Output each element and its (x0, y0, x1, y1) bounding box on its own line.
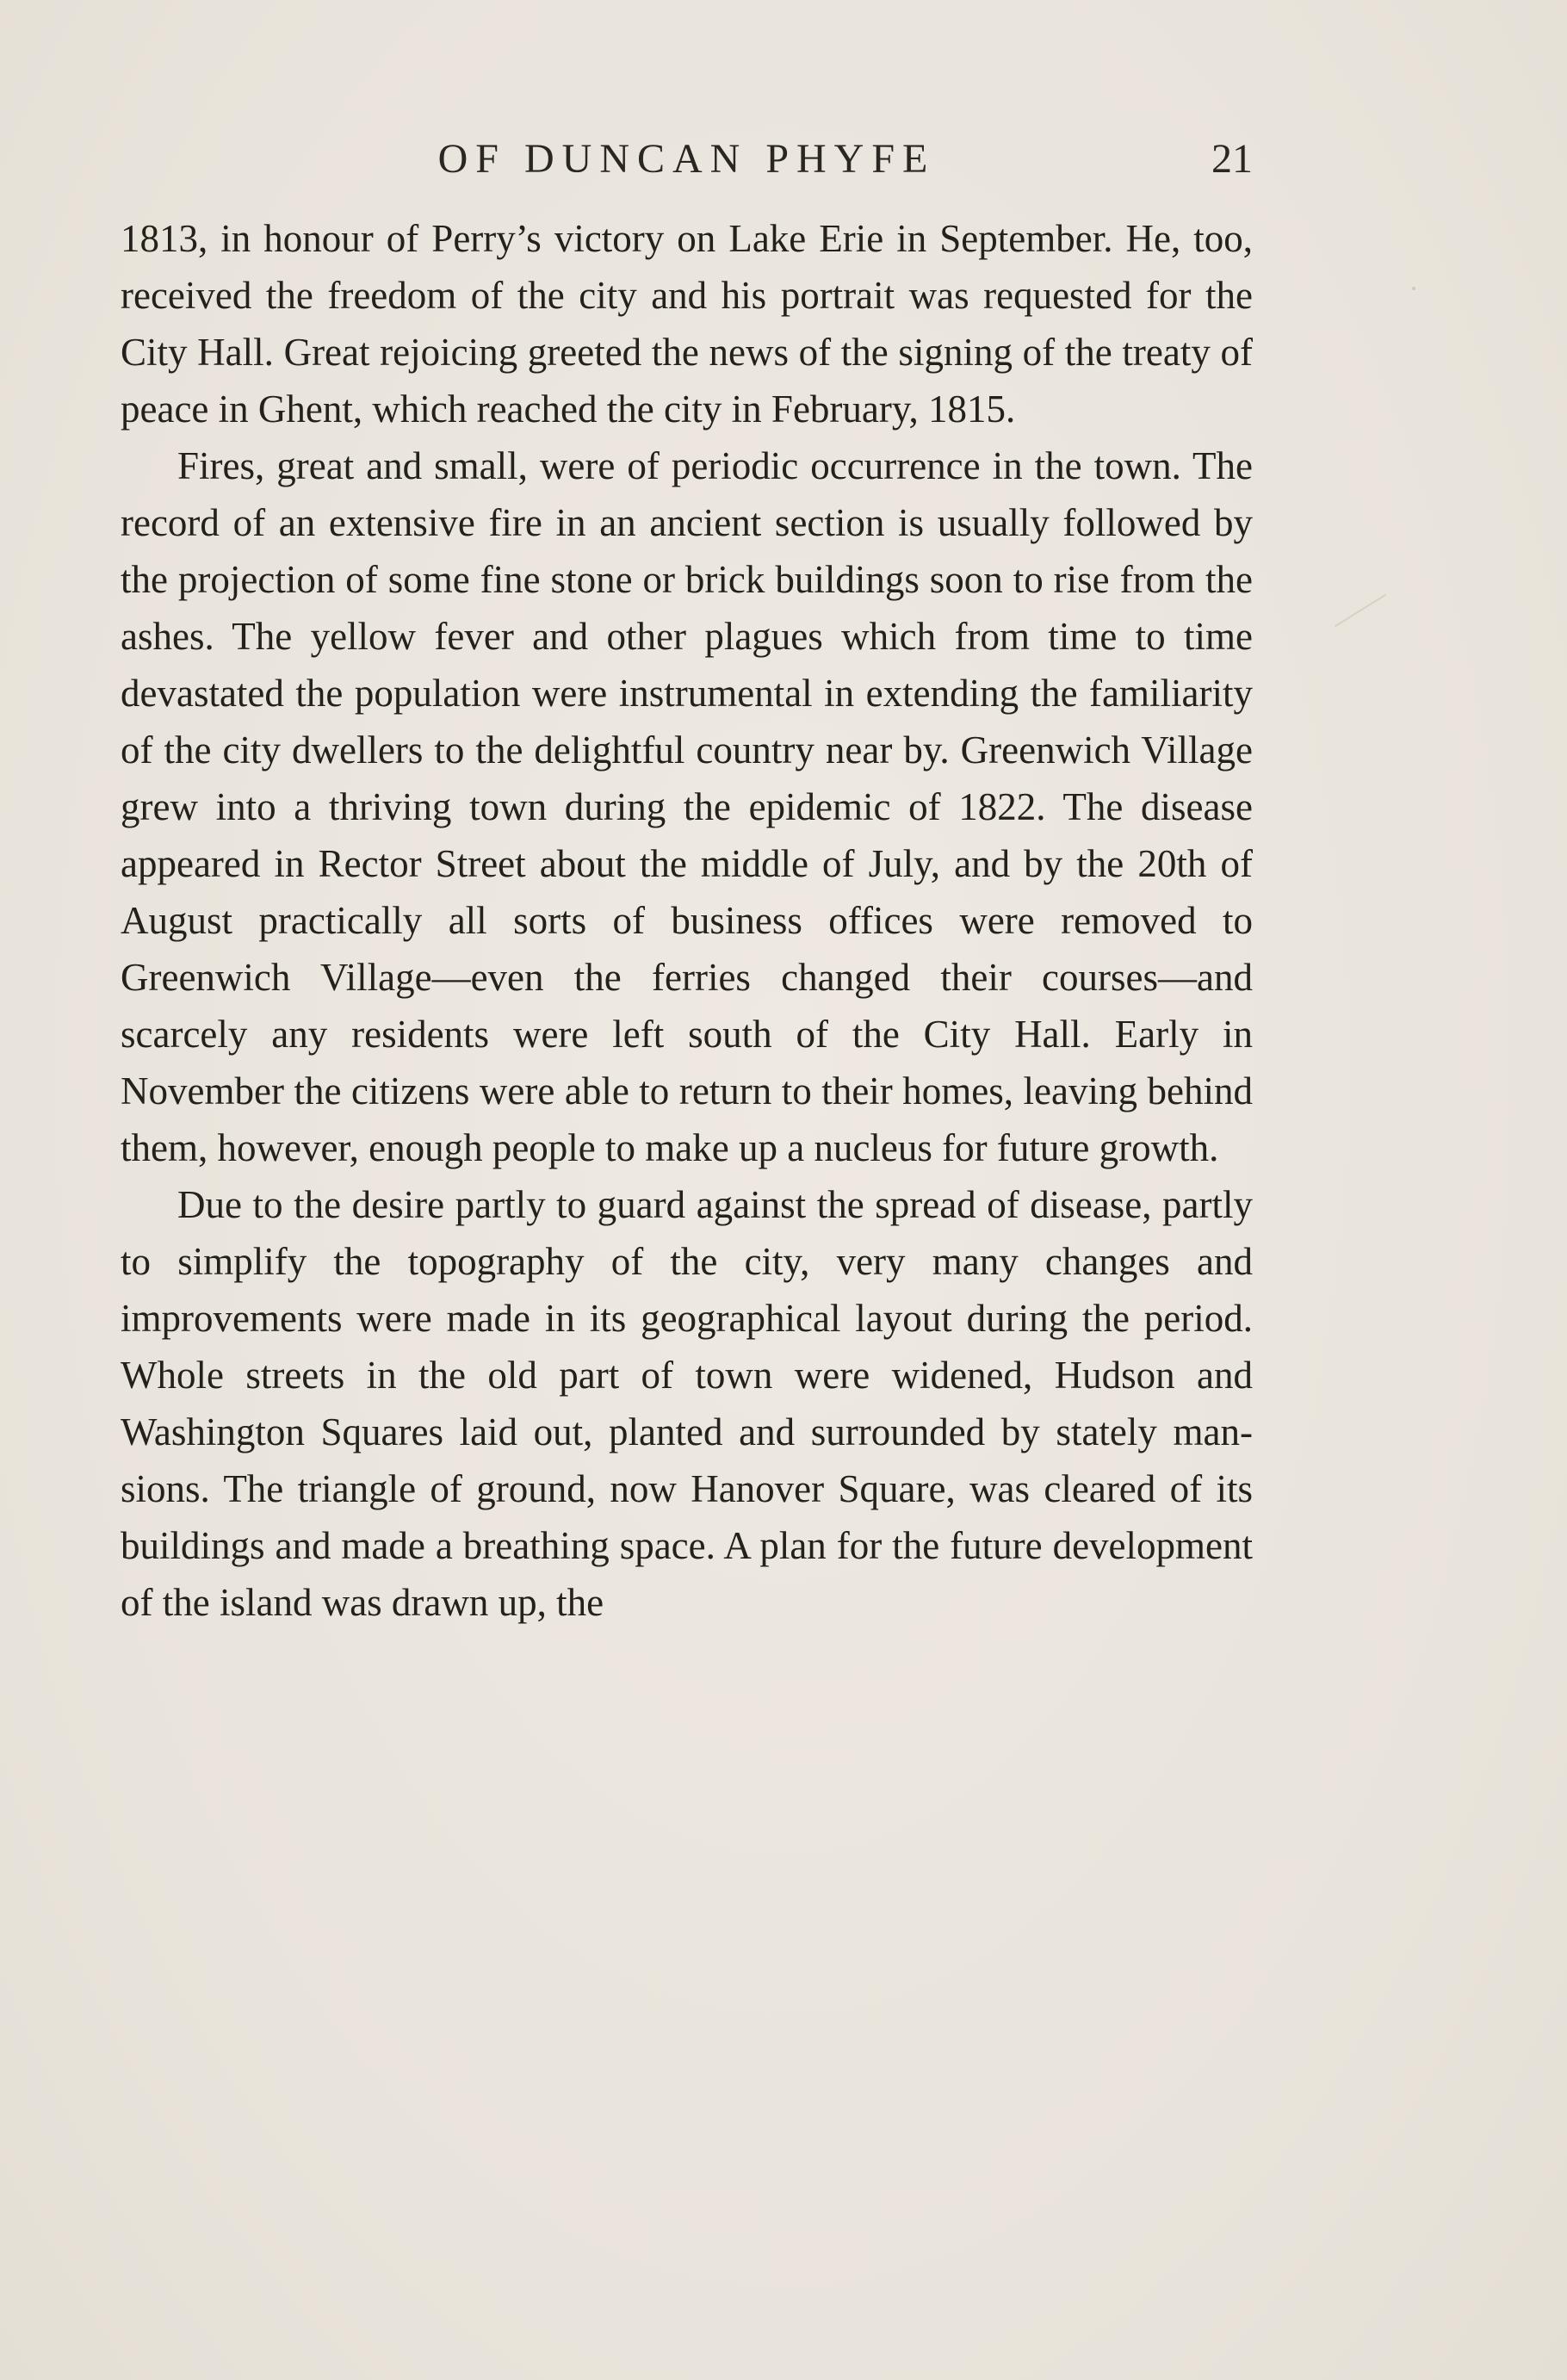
pencil-mark (1335, 594, 1386, 628)
paper-speck (1412, 287, 1415, 290)
body-text (121, 210, 1253, 1631)
paragraph-3: Due to the desire partly to guard against the spread of disease, partly to simplify the topography of the city, very many changes and improvements were made in its geographical layout during the period. Whole streets in the old part of town were widened, Hudson and Washington Squares laid out, planted and surrounded by stately mansions. The triangle of ground, now Hanover Square, was cleared of its buildings and made a breathing space. A plan for the future development of the island was drawn up, the (121, 1183, 1253, 1624)
paragraph-2: Fires, great and small, were of periodic occurrence in the town. The record of an extensive fire in an ancient section is usually followed by the projection of some fine stone or brick buildings soon to rise from the ashes. The yellow fever and other plagues which from time to time devastated the population were instrumental in extending the familiarity of the city dwellers to the delightful country near by. Greenwich Village grew into a thriving town during the epidemic of 1822. The disease appeared in Rector Street about the middle of July, and by the 20th of August practically all sorts of business offices were removed to Greenwich Village—even the ferries changed their courses—and scarcely any residents were left south of the City Hall. Early in November the citizens were able to return to their homes, leaving behind them, however, enough people to make up a nucleus for future growth. (121, 444, 1253, 1169)
page-number: 21 (1211, 136, 1253, 182)
running-title: OF DUNCAN PHYFE (437, 136, 936, 182)
paragraph-1: 1813, in honour of Perry’s victory on Lake Erie in September. He, too, received the freedom of the city and his portrait was requested for the City Hall. Great rejoicing greeted the news of the signing of the treaty of peace in Ghent, which reached the city in February, 1815. (121, 217, 1253, 431)
running-head (121, 129, 1253, 189)
